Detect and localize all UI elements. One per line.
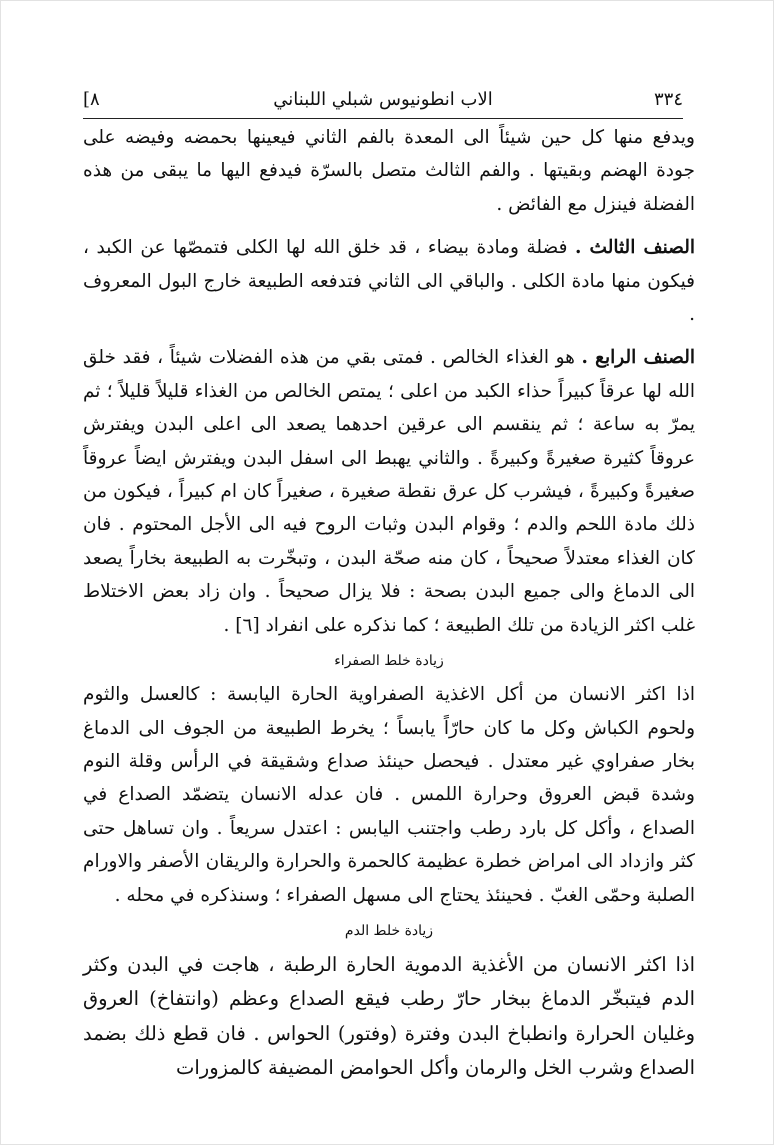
section-paragraph: اذا اكثر الانسان من أكل الاغذية الصفراوية الحارة اليابسة : كالعسل والثوم ولحوم الكباش وكل ما كان حارّاً يابساً ؛ يخرط الطبيعة من الجوف الى الدماغ بخار صفراوي غير معتدل . فيحصل حينئذ صداع وشقيقة في الرأس وقلة النوم وشدة قبض العروق وحرارة اللمس . فان عدله الانسان يتضمّد الصداع في الصداع ، وأكل كل بارد رطب واجتنب اليابس : اعتدل سريعاً . وان تساهل حتى كثر وازداد الى امراض خطرة عظيمة كالحمرة والحرارة والريقان الأصفر والاورام الصلبة وحمّى الغبّ . فحينئذ يحتاج الى مسهل الصفراء ؛ وسنذكره في محله . (83, 684, 695, 906)
section-title: زيادة خلط الصفراء (334, 653, 444, 670)
paragraph (83, 341, 695, 642)
paragraph-text: ويدفع منها كل حين شيئاً الى المعدة بالفم الثاني فيعينها بحمضه وفيضه على جودة الهضم وبقيتها . والفم الثالث متصل بالسرّة فيدفع اليها ما يبقى من هذه الفضلة فينزل مع الفائض . (83, 127, 695, 215)
paragraph-heading: الصنف الثالث . (574, 237, 695, 259)
page-body (83, 121, 695, 1086)
page-header (83, 83, 683, 115)
section-paragraph: اذا اكثر الانسان من الأغذية الدموية الحارة الرطبة ، هاجت في البدن وكثر الدم فيتبخّر الدماغ ببخار حارّ رطب فيقع الصداع وعظم (وانتفاخ) العروق وغليان الحرارة وانطباخ البدن وفترة (وفتور) الحواس . فان قطع ذلك بضمد الصداع وشرب الخل والرمان وأكل الحوامض المضيفة كالمزورات (83, 952, 695, 1080)
paragraph-text: فضلة ومادة بيضاء ، قد خلق الله لها الكلى فتمصّها عن الكبد ، فيكون منها مادة الكلى . والباقي الى الثاني فتدفعه الطبيعة خارج البول المعروف . (83, 237, 695, 326)
header-rule (83, 118, 683, 119)
page-number: ٣٣٤ (653, 88, 683, 110)
section-marker: [٨ (83, 88, 100, 110)
running-title: الاب انطونيوس شبلي اللبناني (273, 88, 493, 110)
paragraph-heading: الصنف الرابع . (581, 347, 695, 369)
paragraph (83, 231, 695, 331)
paragraph (83, 121, 695, 221)
section-title: زيادة خلط الدم (344, 922, 434, 939)
paragraph-text: هو الغذاء الخالص . فمتى بقي من هذه الفضلات شيئاً ، فقد خلق الله لها عرقاً كبيراً حذاء الكبد من اعلى ؛ يمتص الخالص من الغذاء قليلاً قليلاً ؛ ثم يمرّ به ساعة ؛ ثم ينقسم الى عرقين احدهما يصعد الى اعلى البدن ويفترش عروقاً كثيرة صغيرةً وكبيرةً . والثاني يهبط الى اسفل البدن ويفترش ايضاً عروقاً صغيرةً وكبيرةً ، فيشرب كل عرق نقطة صغيرة ، صغيراً كان ام كبيراً ، فيكون من ذلك مادة اللحم والدم ؛ وقوام البدن وثبات الروح فيه الى الأجل المحتوم . فان كان الغذاء معتدلاً صحيحاً ، كان منه صحّة البدن ، وتبخّرت به الطبيعة بخاراً يصعد الى الدماغ والى جميع البدن بصحة : فلا يزال صحيحاً . وان زاد بعض الاختلاط غلب اكثر الزيادة من تلك الطبيعة ؛ كما نذكره على انفراد [٦] . (83, 347, 695, 636)
